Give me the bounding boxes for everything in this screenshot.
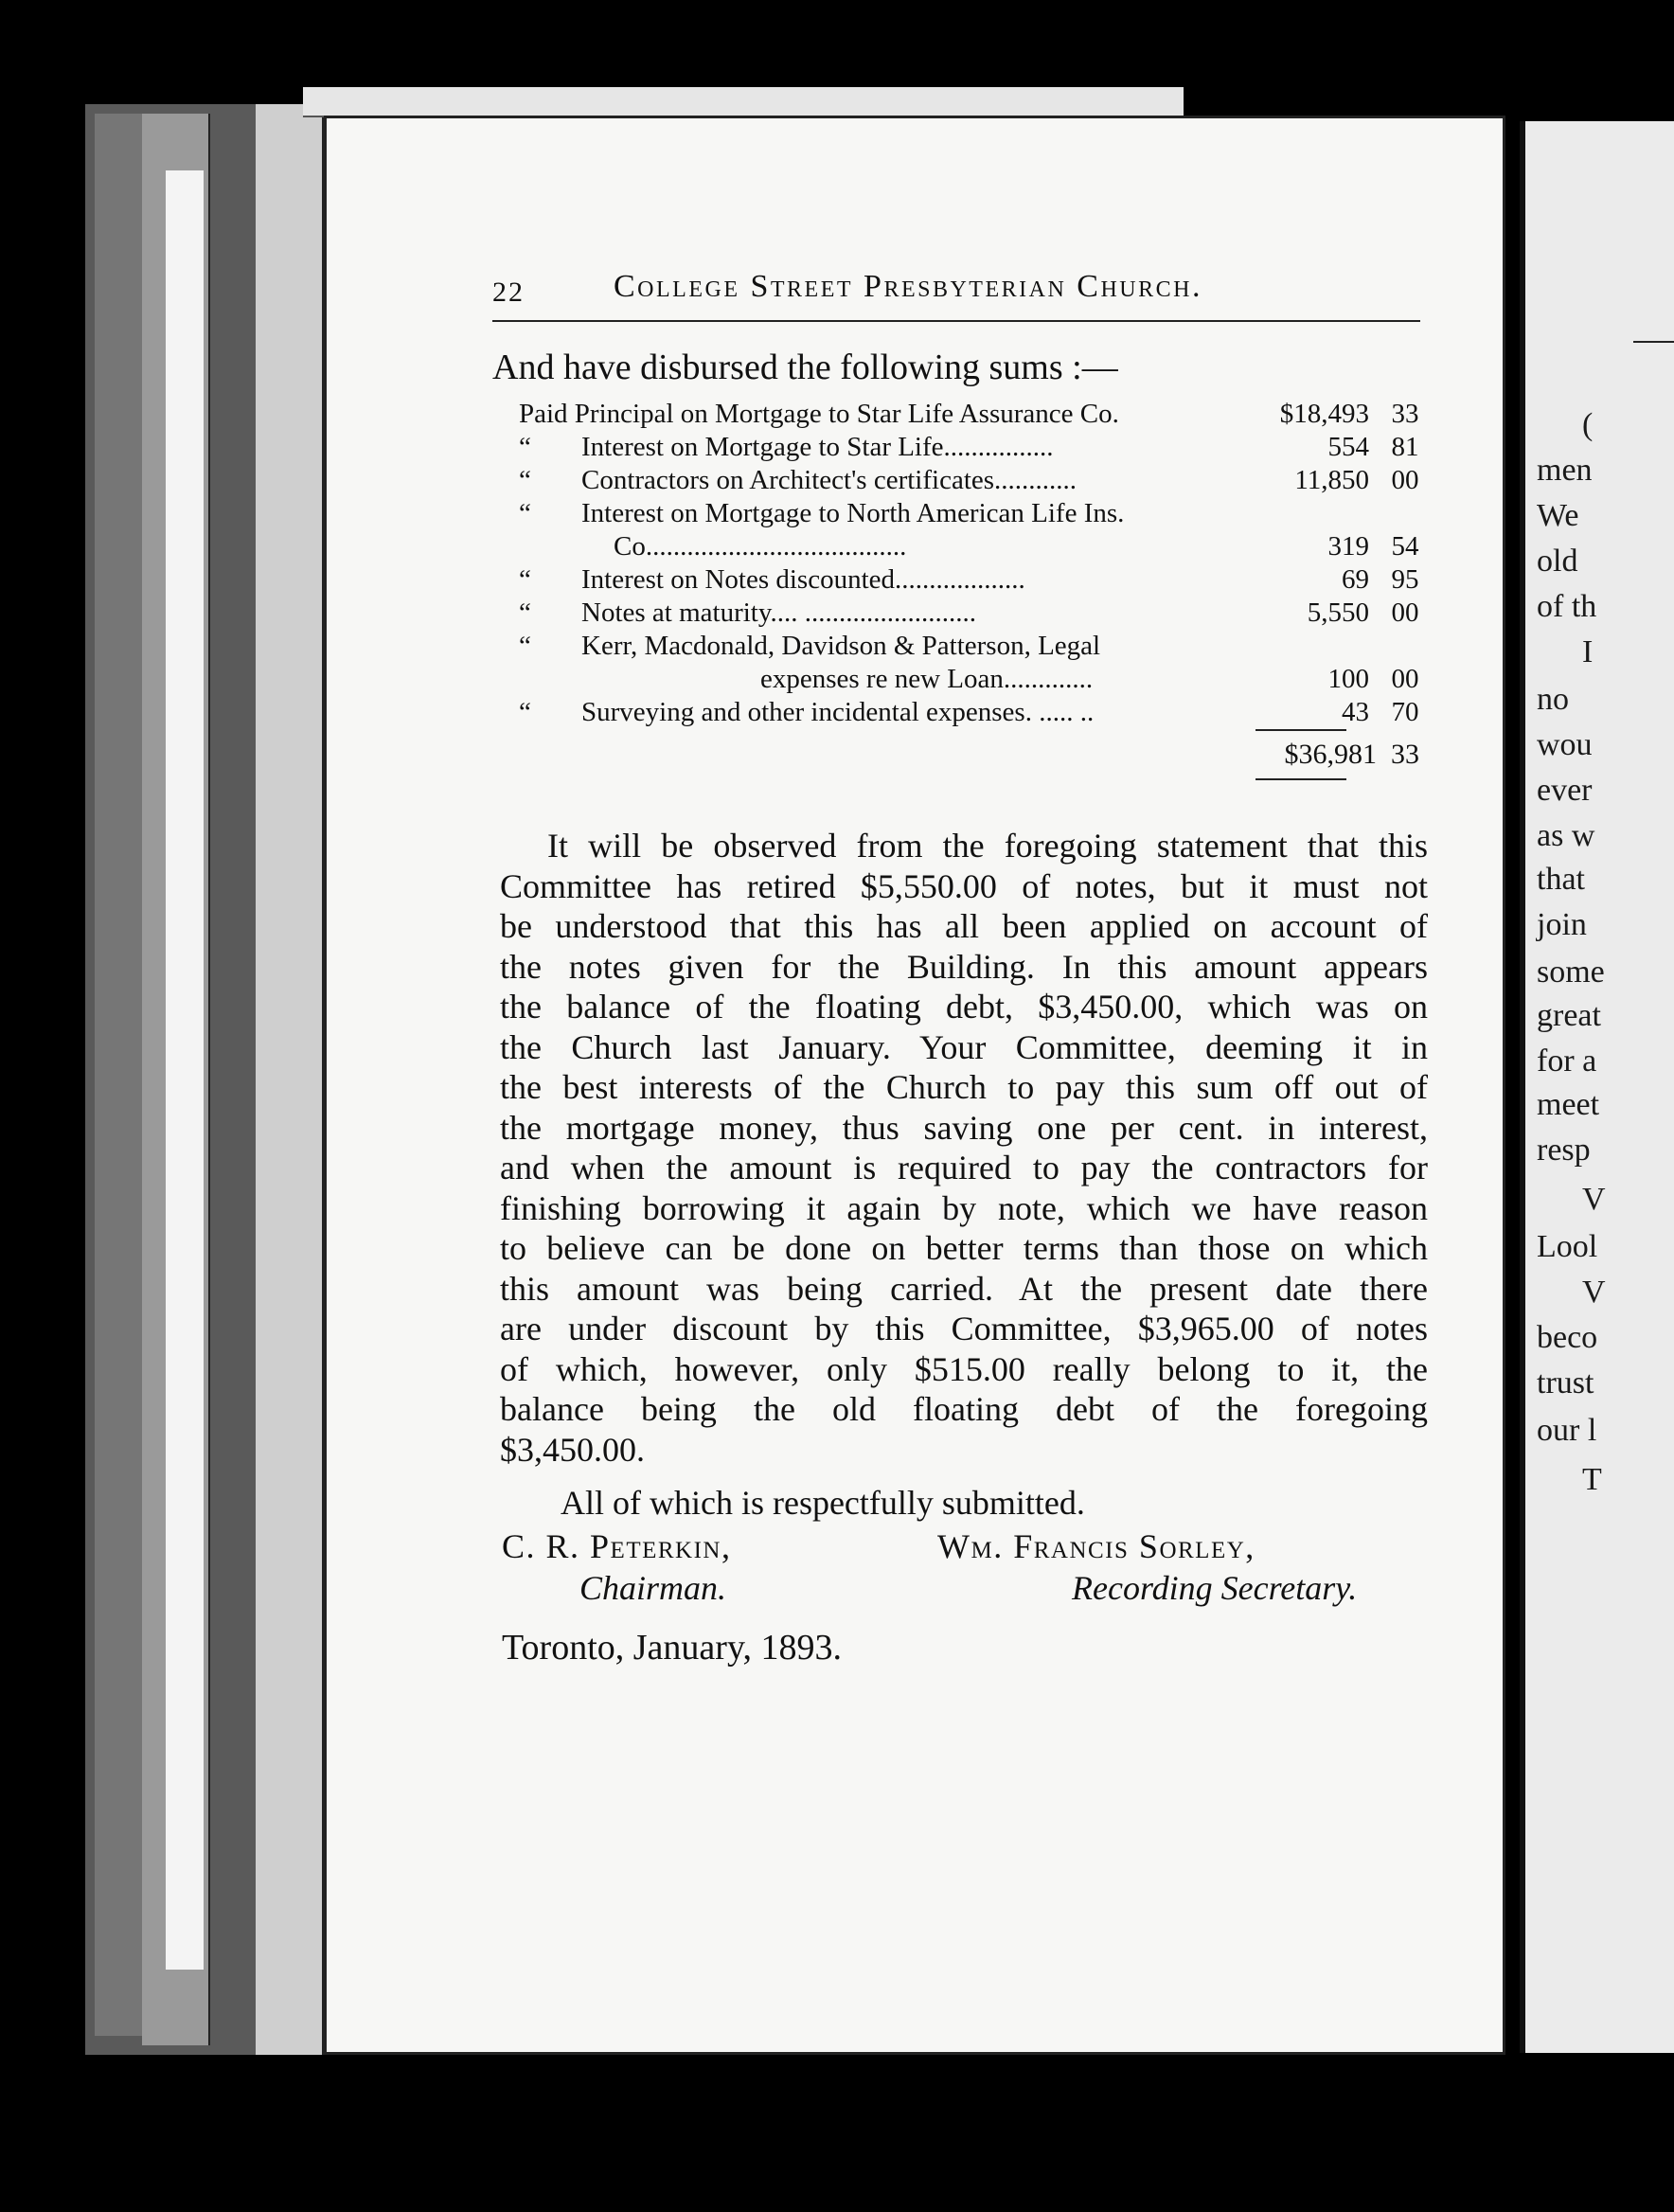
ledger-description: Surveying and other incidental expenses. ..... .. xyxy=(581,697,1095,727)
ledger-cents: 70 xyxy=(1391,697,1419,727)
chairman-title: Chairman. xyxy=(579,1569,727,1607)
adjacent-page-text: of th xyxy=(1537,589,1597,624)
paragraph-line: Committee has retired $5,550.00 of notes, but it must not xyxy=(500,866,1428,905)
adjacent-page-rule xyxy=(1633,341,1674,343)
adjacent-page-text: some xyxy=(1537,954,1605,990)
page-number: 22 xyxy=(492,276,525,308)
paragraph-line: and when the amount is required to pay the contractors for xyxy=(500,1149,1428,1186)
paragraph-line: be understood that this has all been applied on account of xyxy=(500,907,1428,945)
paragraph-line: balance being the old floating debt of the foregoing xyxy=(500,1390,1428,1428)
disbursement-ledger xyxy=(519,398,1424,780)
paragraph-line: the mortgage money, thus saving one per cent. in interest, xyxy=(500,1108,1428,1147)
ledger-description: Co...................................... xyxy=(614,531,907,562)
top-page-edge xyxy=(303,87,1184,117)
adjacent-page-text: I xyxy=(1582,634,1594,669)
report-paragraph xyxy=(500,826,1428,1470)
total-rule-bottom xyxy=(1256,778,1346,780)
ledger-dollars: 11,850 xyxy=(1294,465,1369,495)
adjacent-page-text: T xyxy=(1582,1462,1602,1497)
paragraph-line: the best interests of the Church to pay this sum off out of xyxy=(500,1068,1428,1106)
adjacent-page-text: Lool xyxy=(1537,1229,1598,1264)
ledger-row xyxy=(519,663,1424,696)
ditto-mark: “ xyxy=(519,564,531,595)
paragraph-line: finishing borrowing it again by note, which we have reason xyxy=(500,1188,1428,1227)
paragraph-line: to believe can be done on better terms than those on which xyxy=(500,1229,1428,1267)
total-dollars: $36,981 xyxy=(1284,739,1377,770)
ledger-row xyxy=(519,431,1424,464)
adjacent-page-text: no xyxy=(1537,682,1569,717)
ledger-cents: 00 xyxy=(1391,598,1419,628)
running-head xyxy=(492,267,1439,314)
adjacent-page-text: meet xyxy=(1537,1087,1600,1122)
chairman-name: C. R. Peterkin, xyxy=(502,1527,732,1565)
closing-line: All of which is respectfully submitted. xyxy=(561,1484,1085,1522)
ledger-dollars: 554 xyxy=(1327,432,1369,462)
secretary-name: Wm. Francis Sorley, xyxy=(937,1527,1256,1565)
ledger-cents: 54 xyxy=(1391,531,1419,562)
paragraph-line: It will be observed from the foregoing statement that this xyxy=(547,827,1428,865)
ledger-row xyxy=(519,497,1424,530)
bookmark-strip xyxy=(166,170,204,1970)
adjacent-page-text: beco xyxy=(1537,1320,1598,1355)
ledger-dollars: 100 xyxy=(1327,664,1369,694)
intro-line: And have disbursed the following sums :— xyxy=(492,348,1118,387)
ditto-mark: “ xyxy=(519,598,531,628)
adjacent-page xyxy=(1520,121,1674,2053)
ledger-row xyxy=(519,464,1424,497)
ledger-cents: 00 xyxy=(1391,664,1419,694)
ditto-mark: “ xyxy=(519,697,531,727)
adjacent-page-text: as w xyxy=(1537,818,1595,853)
ditto-mark: “ xyxy=(519,631,531,661)
ledger-dollars: 5,550 xyxy=(1307,598,1369,628)
ledger-description: Interest on Mortgage to North American Life Ins. xyxy=(581,498,1125,528)
adjacent-page-text: ever xyxy=(1537,773,1593,808)
adjacent-page-text: join xyxy=(1537,907,1587,942)
ledger-cents: 33 xyxy=(1391,399,1419,429)
ledger-description: Paid Principal on Mortgage to Star Life Assurance Co. xyxy=(519,399,1119,429)
adjacent-page-text: We xyxy=(1537,498,1579,533)
adjacent-page-text: old xyxy=(1537,544,1578,579)
ledger-description: Kerr, Macdonald, Davidson & Patterson, Legal xyxy=(581,631,1101,661)
adjacent-page-text: trust xyxy=(1537,1365,1594,1400)
total-cents: 33 xyxy=(1391,739,1419,770)
ditto-mark: “ xyxy=(519,432,531,462)
ledger-cents: 81 xyxy=(1391,432,1419,462)
ledger-row xyxy=(519,597,1424,630)
ledger-description: Interest on Mortgage to Star Life................ xyxy=(581,432,1054,462)
ledger-row xyxy=(519,630,1424,663)
adjacent-page-text: ( xyxy=(1582,407,1594,442)
adjacent-page-text: for a xyxy=(1537,1044,1597,1079)
page-title: College Street Presbyterian Church. xyxy=(614,269,1202,304)
header-rule xyxy=(492,320,1420,322)
total-row xyxy=(519,731,1424,778)
adjacent-page-text: resp xyxy=(1537,1133,1591,1168)
secretary-title: Recording Secretary. xyxy=(1072,1569,1358,1607)
paragraph-line: this amount was being carried. At the present date there xyxy=(500,1269,1428,1308)
ledger-row xyxy=(519,563,1424,597)
ditto-mark: “ xyxy=(519,465,531,495)
adjacent-page-text: V xyxy=(1582,1275,1606,1310)
ledger-row xyxy=(519,398,1424,431)
ledger-dollars: 43 xyxy=(1342,697,1369,727)
ledger-cents: 95 xyxy=(1391,564,1419,595)
ledger-dollars: $18,493 xyxy=(1279,399,1369,429)
ledger-row xyxy=(519,530,1424,563)
page-stack-edge xyxy=(256,104,324,2055)
ledger-dollars: 319 xyxy=(1327,531,1369,562)
adjacent-page-text: great xyxy=(1537,998,1601,1033)
adjacent-page-text: men xyxy=(1537,453,1593,488)
paragraph-line: the balance of the floating debt, $3,450.00, which was on xyxy=(500,988,1428,1026)
ledger-row xyxy=(519,696,1424,729)
paragraph-line: $3,450.00. xyxy=(500,1430,645,1469)
ledger-cents: 00 xyxy=(1391,465,1419,495)
adjacent-page-text: that xyxy=(1537,862,1585,897)
ledger-description: Contractors on Architect's certificates............ xyxy=(581,465,1077,495)
paragraph-line: the notes given for the Building. In this amount appears xyxy=(500,947,1428,986)
ledger-description: expenses re new Loan............. xyxy=(760,664,1094,694)
adjacent-page-text: V xyxy=(1582,1182,1606,1217)
paragraph-line: the Church last January. Your Committee, deeming it in xyxy=(500,1027,1428,1066)
ledger-description: Notes at maturity.... ......................... xyxy=(581,598,976,628)
adjacent-page-text: our l xyxy=(1537,1413,1597,1448)
adjacent-page-text: wou xyxy=(1537,727,1593,762)
paragraph-line: are under discount by this Committee, $3,965.00 of notes xyxy=(500,1310,1428,1347)
ditto-mark: “ xyxy=(519,498,531,528)
paragraph-line: of which, however, only $515.00 really belong to it, the xyxy=(500,1349,1428,1388)
place-and-date: Toronto, January, 1893. xyxy=(502,1628,842,1668)
ledger-description: Interest on Notes discounted................... xyxy=(581,564,1025,595)
ledger-dollars: 69 xyxy=(1342,564,1369,595)
